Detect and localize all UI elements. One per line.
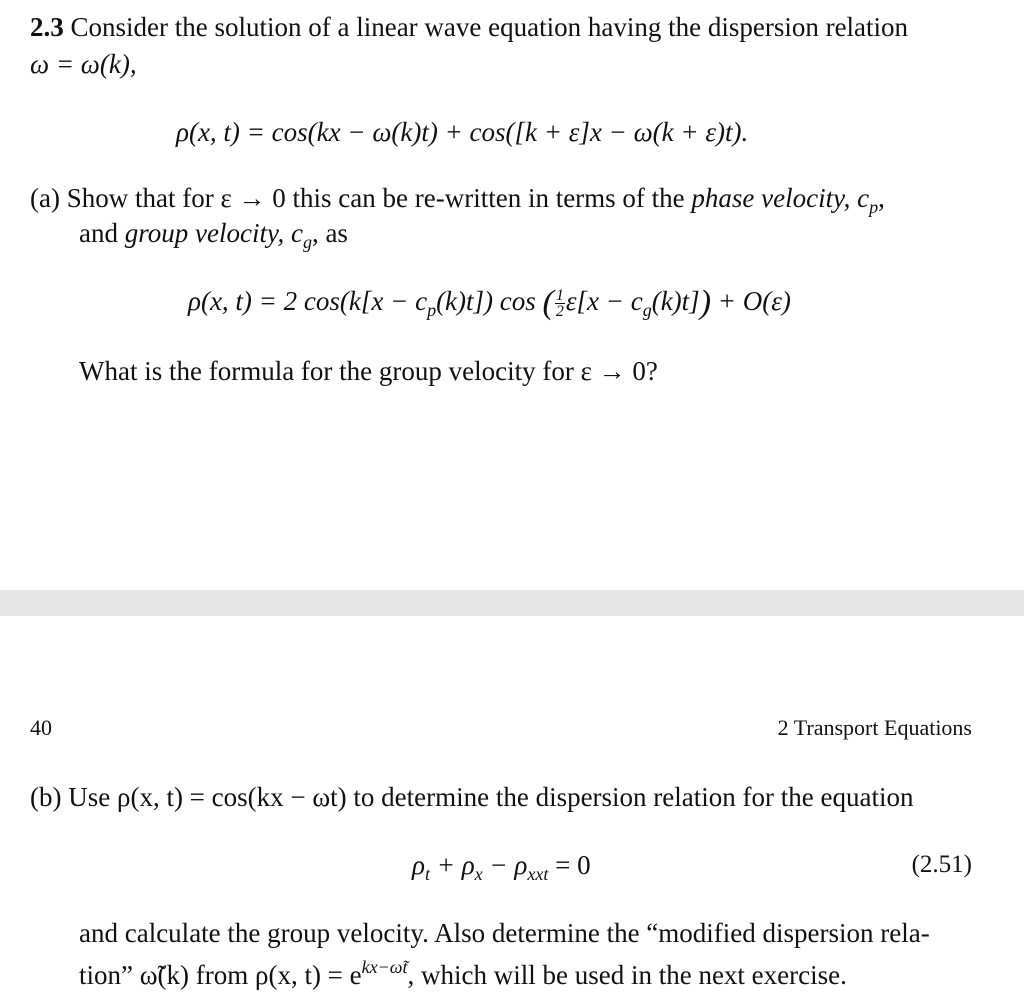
page-bottom	[0, 616, 1024, 992]
part-a-line1-start: Show that for ε → 0 this can be re-written in terms of the	[66, 183, 685, 213]
part-b-line2: and calculate the group velocity. Also determine the “modified dispersion rela-	[79, 918, 930, 948]
group-velocity-term: group velocity	[124, 218, 278, 248]
eq-a-right: (k)t]	[651, 286, 700, 316]
page-number: 40	[30, 715, 52, 740]
running-head: 2 Transport Equations	[777, 715, 972, 740]
eq-a-mid1: (k)t]) cos	[436, 286, 536, 316]
eq-a-cp-sub: p	[427, 300, 437, 320]
part-b-line3-end: , which will be used in the next exercise.	[407, 960, 847, 990]
equation-rho-product	[188, 284, 791, 327]
part-a-line2-end: , as	[311, 218, 348, 248]
problem-intro-line2: ω = ω(k),	[30, 49, 137, 79]
eq-a-left: ρ(x, t) = 2 cos(k[x − c	[188, 286, 428, 316]
problem-number: 2.3	[30, 12, 64, 42]
part-b-line1	[30, 780, 913, 814]
equation-number: (2.51)	[911, 851, 972, 878]
part-b-label: (b)	[30, 782, 62, 812]
problem-intro-line1	[30, 10, 908, 44]
eq-b-minus: − ρ	[482, 850, 528, 880]
cp-subscript: p	[869, 197, 879, 217]
problem-intro-text: Consider the solution of a linear wave equation having the dispersion relation	[70, 12, 909, 42]
eq-a-close-paren: )	[699, 284, 712, 321]
exponent: kx−ω̃t	[361, 957, 408, 977]
eq-a-mid2: ε[x − c	[565, 286, 643, 316]
part-a-question: What is the formula for the group velocity for ε → 0?	[79, 356, 658, 386]
part-b-line3	[79, 950, 847, 992]
eq-a-half-den: 2	[555, 303, 564, 321]
cp-comma: ,	[878, 183, 885, 213]
equation-rho-sum: ρ(x, t) = cos(kx − ω(k)t) + cos([k + ε]x − ω(k + ε)t).	[176, 117, 749, 147]
page-divider	[0, 590, 1024, 616]
cg-symbol: , c	[277, 218, 303, 248]
eq-b-end: = 0	[548, 850, 591, 880]
equation-2-51	[412, 848, 591, 891]
part-b-line3-start: tion” ω̃(k) from ρ(x, t) = e	[79, 960, 362, 990]
part-a-line2-start: and	[79, 218, 118, 248]
eq-a-half-fraction	[555, 288, 565, 319]
eq-b-rho-t: ρ	[412, 850, 425, 880]
eq-a-open-paren: (	[542, 284, 554, 321]
phase-velocity-term: phase velocity	[691, 183, 844, 213]
cg-subscript: g	[302, 232, 312, 252]
eq-b-sub-x: x	[474, 864, 483, 884]
cp-symbol: , c	[843, 183, 870, 213]
eq-a-cg-sub: g	[642, 300, 652, 320]
part-b-line1-text: Use ρ(x, t) = cos(kx − ωt) to determine the dispersion relation for the equation	[68, 782, 914, 812]
part-a-line2	[79, 216, 348, 259]
eq-b-sub-t: t	[424, 864, 430, 884]
eq-a-tail: + O(ε)	[717, 286, 791, 316]
eq-a-half-num: 1	[555, 287, 564, 305]
eq-b-plus: + ρ	[429, 850, 475, 880]
part-a-label: (a)	[30, 183, 60, 213]
eq-b-sub-xxt: xxt	[527, 864, 549, 884]
